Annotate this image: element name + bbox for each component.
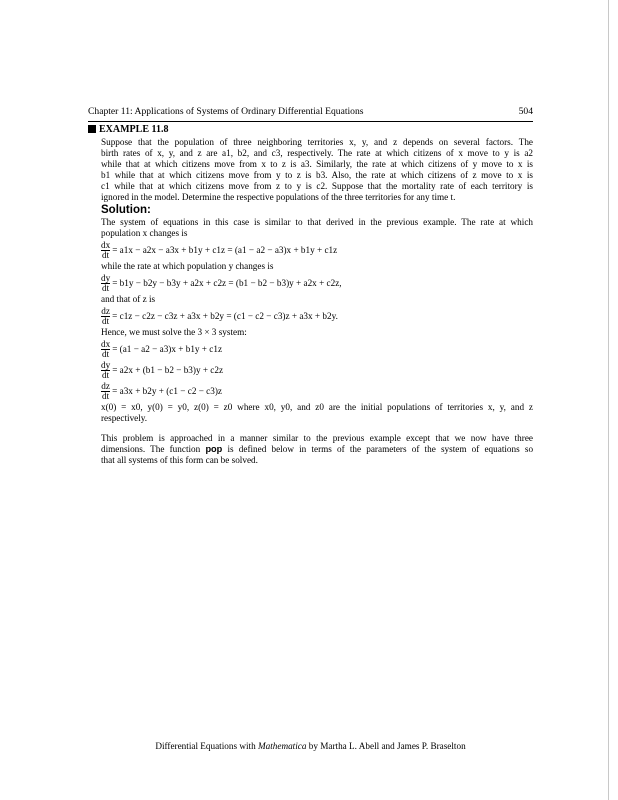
system-equation-y xyxy=(101,361,533,380)
derivative-fraction: $\frac{dx}{dt}$ xyxy=(101,339,111,359)
equation-rhs: = c1z − c2z − c3z + a3x + b2y = (c1 − c2 − c3)z + a3x + b2y. xyxy=(112,311,338,321)
solution-text: and that of z is xyxy=(101,294,156,304)
equation-dy xyxy=(101,274,533,293)
statement-line: Suppose that the population of three neighboring territories x, y, and z depends on several factors. The xyxy=(101,137,533,147)
system-equation-z xyxy=(101,382,533,401)
example-heading: EXAMPLE 11.8 xyxy=(88,124,533,136)
paragraph-line: dimensions. The function pop is defined below in terms of the parameters of the system of equations so xyxy=(101,444,534,454)
derivative-fraction: $\frac{dx}{dt}$ xyxy=(101,240,111,260)
solution-text: while the rate at which population y changes is xyxy=(101,261,274,271)
initial-conditions: respectively. xyxy=(101,413,148,423)
paragraph-line: This problem is approached in a manner similar to the previous example except that we now have three xyxy=(101,433,533,443)
equation-rhs: = a3x + b2y + (c1 − c2 − c3)z xyxy=(112,386,222,396)
page-footer: Differential Equations with Mathematica by Martha L. Abell and James P. Braselton xyxy=(155,741,466,751)
equation-dx xyxy=(101,241,533,260)
derivative-fraction: $\frac{dz}{dt}$ xyxy=(101,306,110,326)
equation-dz xyxy=(101,307,533,326)
statement-line: c1 while that at which citizens move from z to y is c2. Suppose that the mortality rate of each territory is xyxy=(101,181,533,191)
statement-line: b1 while that at which citizens move from y to z is b3. Also, the rate at which citizens of z move to x is xyxy=(101,170,533,180)
header-rule xyxy=(88,121,533,122)
solution-heading: Solution: xyxy=(101,204,151,216)
derivative-fraction: $\frac{dy}{dt}$ xyxy=(101,273,111,293)
function-name: pop xyxy=(205,444,223,454)
paragraph-line: that all systems of this form can be solved. xyxy=(101,455,258,465)
running-header xyxy=(88,106,533,118)
book-title: Mathematica xyxy=(257,741,307,751)
equation-rhs: = a2x + (b1 − b2 − b3)y + c2z xyxy=(112,365,224,375)
statement-line: birth rates of x, y, and z are a1, b2, and c3, respectively. The rate at which citizens of x move to y is a2 xyxy=(101,148,533,158)
equation-rhs: = a1x − a2x − a3x + b1y + c1z = (a1 − a2 − a3)x + b1y + c1z xyxy=(112,245,338,255)
example-statement xyxy=(88,137,533,466)
square-bullet-icon xyxy=(88,125,96,133)
equation-rhs: = (a1 − a2 − a3)x + b1y + c1z xyxy=(112,344,223,354)
initial-conditions: x(0) = x0, y(0) = y0, z(0) = z0 where x0, y0, and z0 are the initial populations of territories x, y, and z xyxy=(101,402,533,412)
solution-text: The system of equations in this case is similar to that derived in the previous example. The rate at which xyxy=(101,217,533,227)
page-number: 504 xyxy=(518,106,533,117)
derivative-fraction: $\frac{dy}{dt}$ xyxy=(101,360,111,380)
statement-line: while that at which citizens move from x to z is a3. Similarly, the rate at which citizens of y move to x is xyxy=(101,159,533,169)
chapter-title: Chapter 11: Applications of Systems of Ordinary Differential Equations xyxy=(88,106,364,117)
derivative-fraction: $\frac{dz}{dt}$ xyxy=(101,381,110,401)
document-page xyxy=(88,0,533,800)
page-body xyxy=(88,124,533,466)
system-equation-x xyxy=(101,340,533,359)
equation-rhs: = b1y − b2y − b3y + a2x + c2z = (b1 − b2 − b3)y + a2x + c2z, xyxy=(112,278,342,288)
viewer-edge-line xyxy=(608,0,609,800)
statement-line: ignored in the model. Determine the respective populations of the three territories for any time t. xyxy=(101,192,456,202)
solution-text: population x changes is xyxy=(101,228,188,238)
solution-text: Hence, we must solve the 3 × 3 system: xyxy=(101,327,247,337)
